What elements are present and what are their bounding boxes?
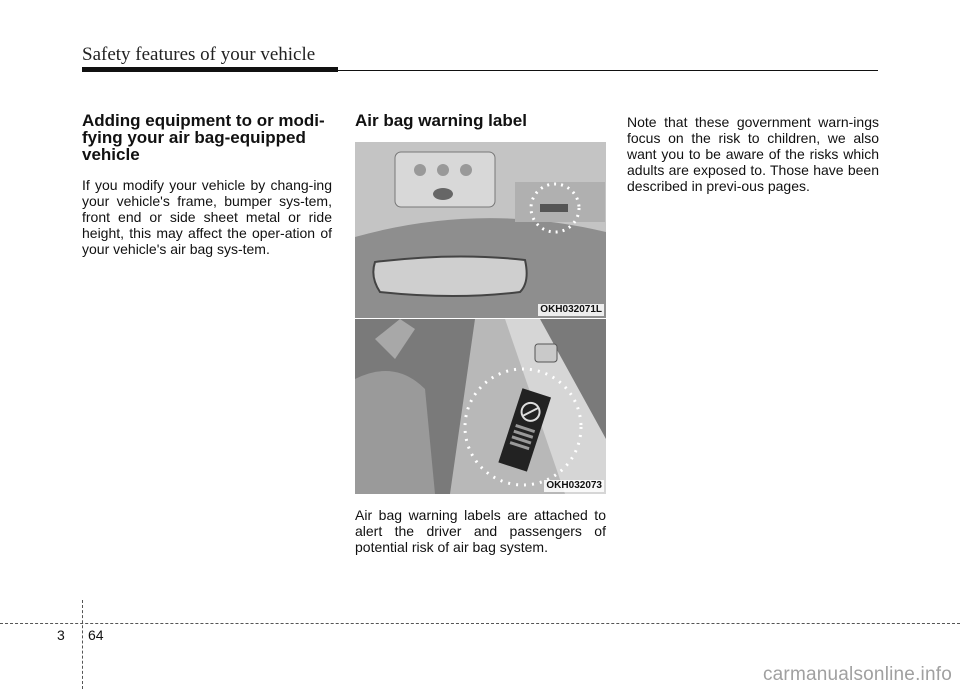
paragraph-airbag-labels: Air bag warning labels are attached to alert the driver and passengers of potential risk of air bag system. bbox=[355, 507, 606, 555]
section-number: 3 bbox=[57, 627, 65, 643]
section-heading-adding-equipment bbox=[82, 112, 332, 163]
section-heading-airbag-warning-label: Air bag warning label bbox=[355, 111, 527, 130]
paragraph-government-warnings: Note that these government warn-ings focus on the risk to children, we also want you to be aware of the risks which adults are exposed to. Those have been described in previ-ous pages. bbox=[627, 114, 879, 194]
figure-code-label: OKH032073 bbox=[546, 480, 602, 491]
figure-door-pillar bbox=[355, 319, 606, 494]
page-number: 64 bbox=[88, 627, 104, 643]
figure-overhead-console bbox=[355, 142, 606, 318]
page-header-title: Safety features of your vehicle bbox=[82, 44, 316, 65]
door-pillar-illustration bbox=[355, 319, 606, 494]
overhead-console-illustration bbox=[355, 142, 606, 318]
column-3 bbox=[627, 114, 879, 194]
footer-dashed-rule bbox=[0, 623, 960, 624]
watermark-text: carmanualsonline.info bbox=[762, 664, 952, 685]
paragraph-modify-vehicle: If you modify your vehicle by chang-ing your vehicle's frame, bumper sys-tem, front end or side sheet metal or ride height, this may affect the oper-ation of your vehicle's air bag sys-tem. bbox=[82, 177, 332, 257]
footer-dashed-vertical-rule bbox=[82, 600, 83, 689]
column-2 bbox=[355, 112, 606, 555]
heading-line: vehicle bbox=[82, 145, 140, 164]
heading-line: Adding equipment to or modi- bbox=[82, 111, 325, 130]
figure-code-label: OKH032071L bbox=[540, 304, 602, 315]
heading-line: fying your air bag-equipped bbox=[82, 128, 306, 147]
column-1 bbox=[82, 112, 332, 257]
header-rule-thin bbox=[82, 70, 878, 71]
